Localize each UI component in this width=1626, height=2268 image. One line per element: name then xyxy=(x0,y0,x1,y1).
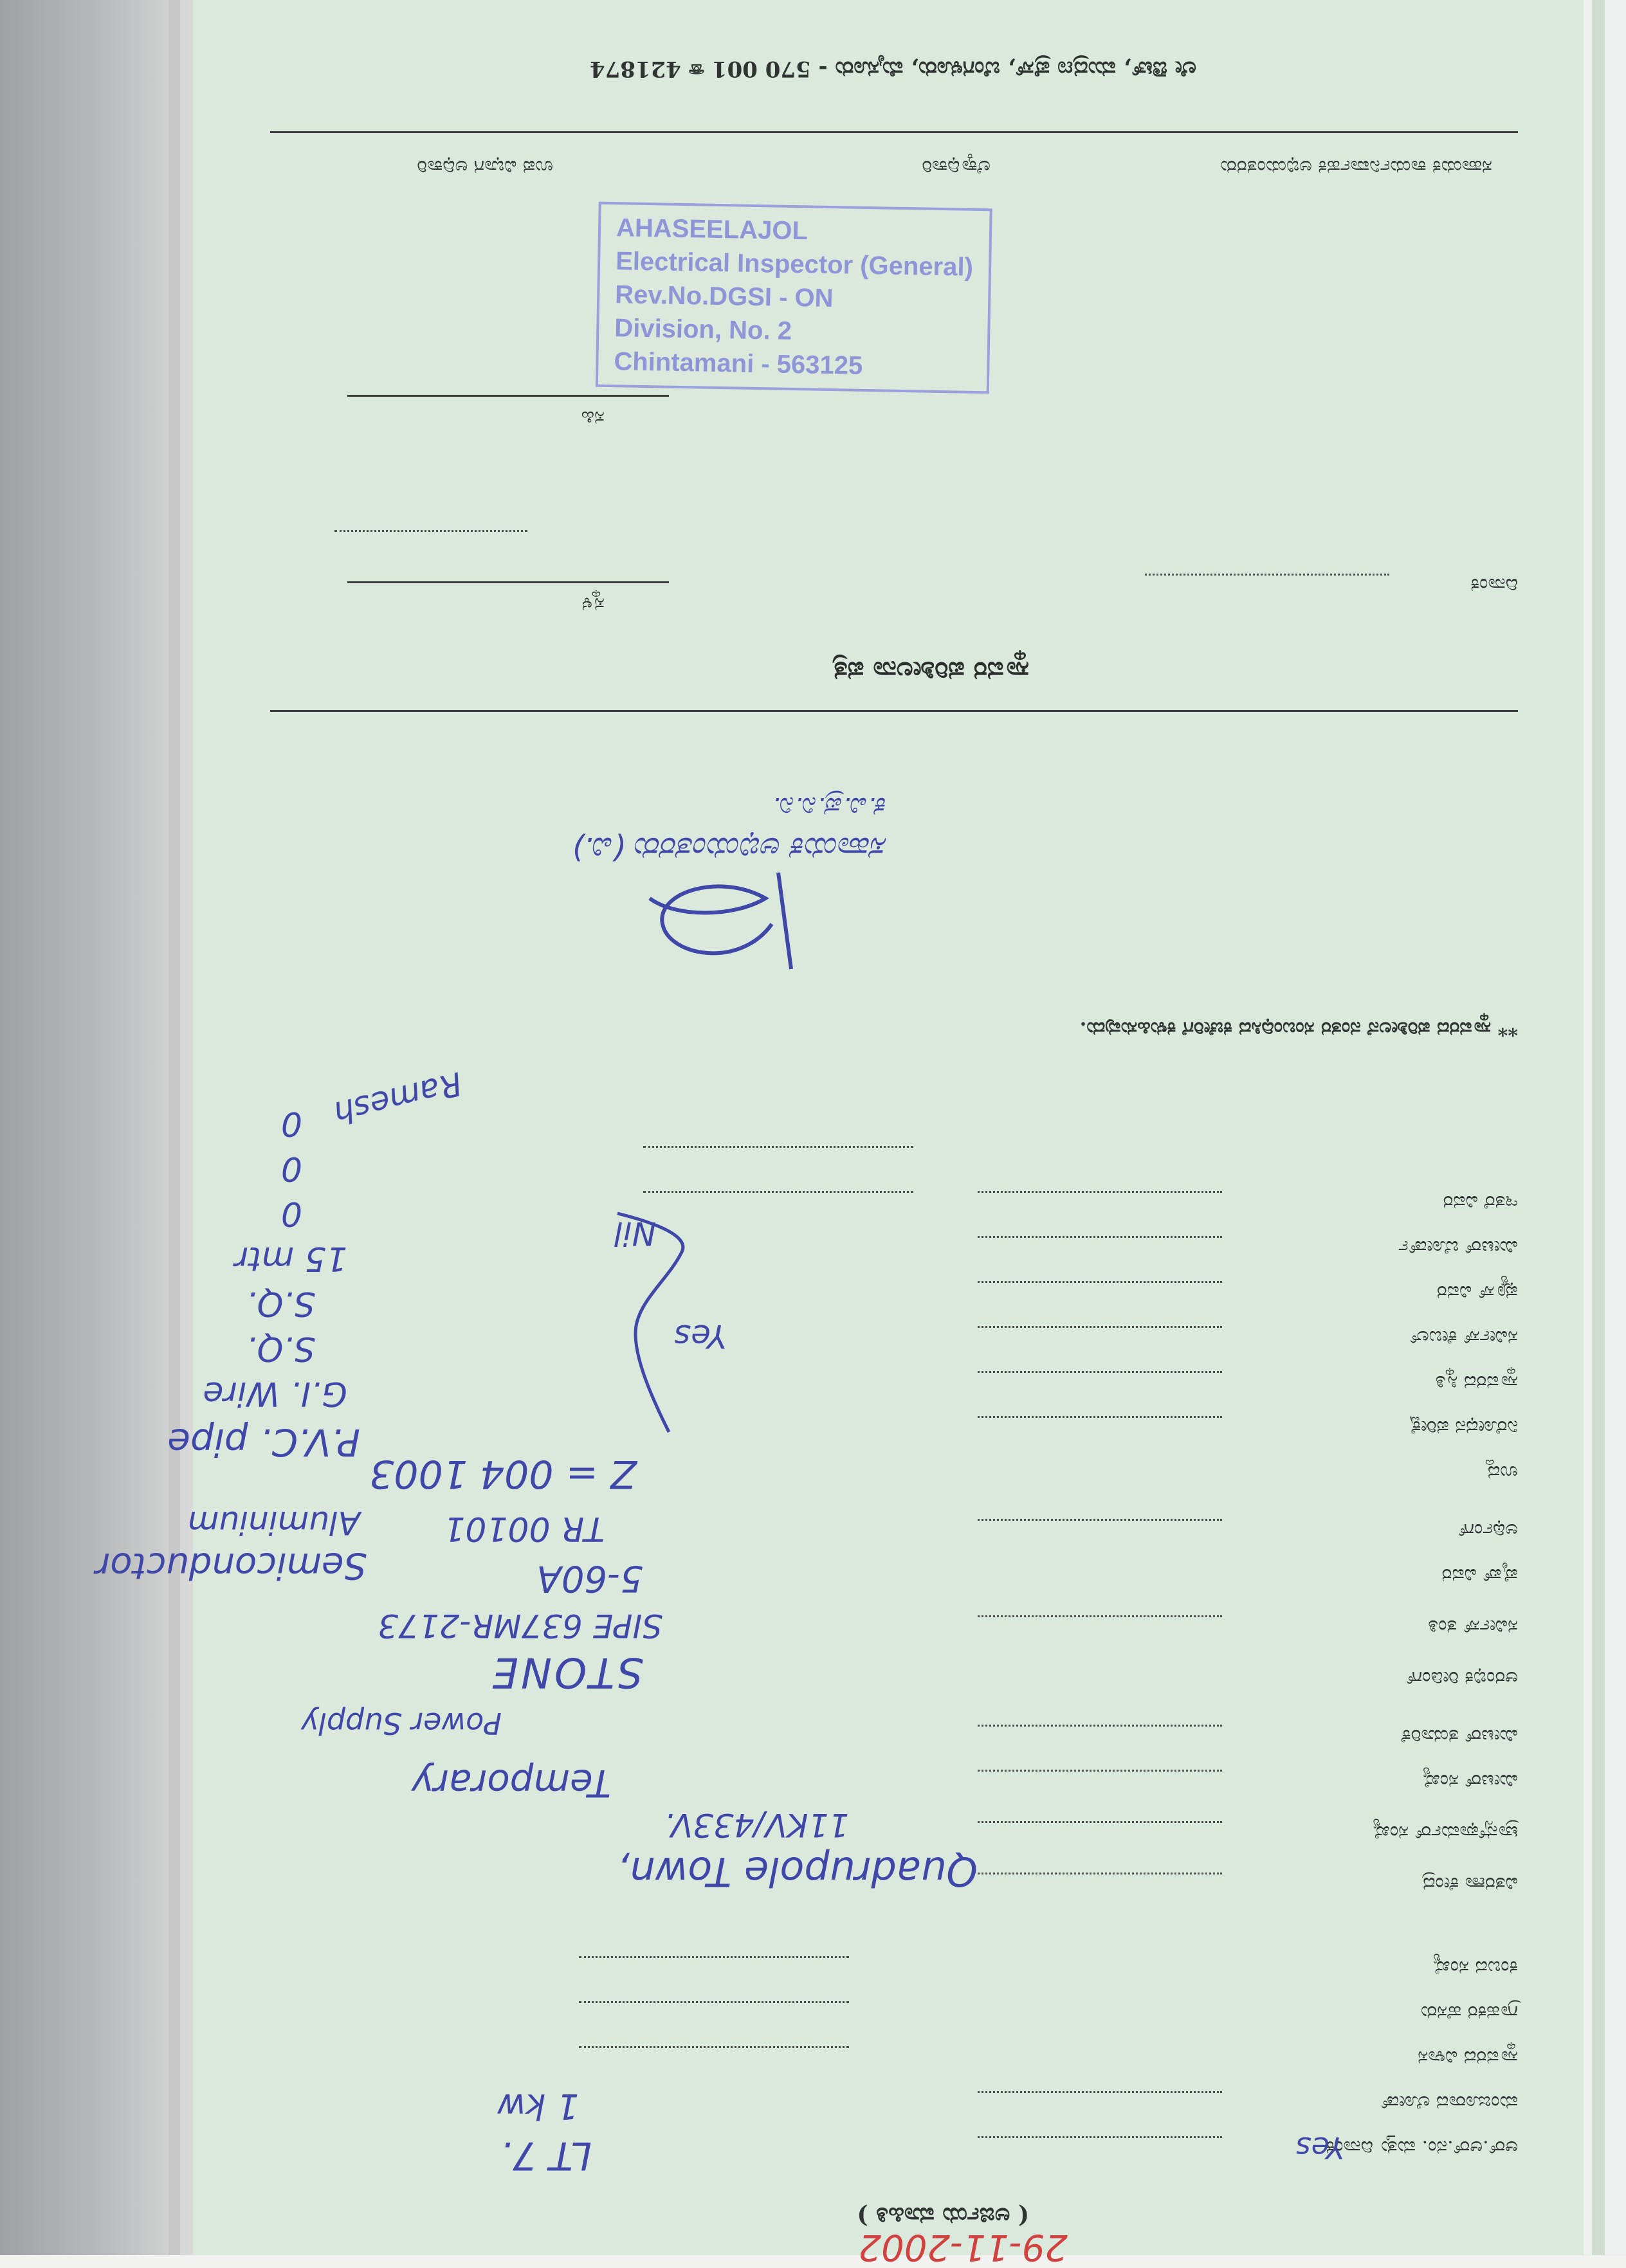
certificate-title: ಸ್ಥಾವರ ಪರಿಶೀಲನಾ ಪತ್ರ xyxy=(832,656,1029,686)
field-dots xyxy=(978,1236,1222,1238)
handwritten-length: 15 mtr xyxy=(234,1239,347,1278)
form-content xyxy=(95,0,1557,2268)
publisher-address: ಲೇ ಔಟ್, ಮುದ್ರಣ ಪ್ರೆಸ್, ಬೆಂಗಳೂರು, ಮೈಸೂರು - 570 001 ☏ 421874 xyxy=(589,56,1196,82)
field-label: ಉದ್ದ xyxy=(1486,1461,1518,1483)
footer-divider xyxy=(270,131,1518,133)
declaration-note: ** ಸ್ಥಾವರದ ಪರಿಶೀಲನೆ ನಂತರ ಸಂಬಂಧಿಸಿದ ಕಚೇರಿಗೆ ಕಳುಹಿಸುವುದು. xyxy=(1079,1017,1518,1040)
official-stamp xyxy=(596,202,992,394)
handwritten-sq-2: S.Q. xyxy=(246,1284,315,1323)
field-dots xyxy=(978,2091,1222,2093)
handwritten-stone: STONE xyxy=(489,1648,643,1696)
date-label: ದಿನಾಂಕ xyxy=(1470,574,1518,596)
field-label: ಮೀಟರ್ ಬೋರ್ಡ್ xyxy=(1398,1236,1518,1258)
field-label: ಆರಂಭಿಕ ರೀಡಿಂಗ್ xyxy=(1405,1667,1518,1689)
field-dots xyxy=(978,1725,1222,1727)
field-label: ಆರ್.ಆರ್.ನಂ. ಮತ್ತು ದಿನಾಂಕ xyxy=(1326,2136,1518,2159)
field-label: ಪೈಪ್ ವಿವರ xyxy=(1441,1564,1518,1586)
stamp-line: Division, No. 2 xyxy=(614,314,792,345)
officer-designation: ಸಹಾಯಕ ಅಭಿಯಂತರರು (ವಿ.) xyxy=(572,830,888,866)
officer-unit: ಕ.ವಿ.ಪ್ರ.ನಿ.ನಿ. xyxy=(772,792,888,821)
handwritten-yes-2: Yes xyxy=(674,1318,727,1355)
field-dots xyxy=(978,1371,1222,1373)
handwritten-date: 29-11-2002 xyxy=(858,2226,1068,2268)
field-label: ಕಂಬದ ಸಂಖ್ಯೆ xyxy=(1432,1956,1518,1979)
field-dots xyxy=(978,1281,1222,1283)
field-label: ಸರ್ವೀಸ್ ತಂತಿ xyxy=(1428,1615,1518,1638)
field-label: ಮಂಜೂರಾದ ಲೋಡ್ xyxy=(1380,2091,1518,2114)
field-dots xyxy=(978,2136,1222,2138)
footer-col1: ಸಹಾಯಕ ಕಾರ್ಯನಿರ್ವಾಹಕ ಅಭಿಯಂತರರು xyxy=(1220,156,1492,178)
handwritten-nil: Nil xyxy=(614,1215,656,1252)
field-label: ಗ್ರಾಹಕರ ಹೆಸರು xyxy=(1420,2001,1518,2024)
handwritten-address-2: 11KV/433V. xyxy=(664,1806,849,1844)
handwritten-aluminium: Aluminium xyxy=(187,1504,360,1541)
handwritten-meter-no: 5-60A xyxy=(536,1557,643,1599)
officer-signature-icon xyxy=(624,853,817,995)
handwritten-zero-3: 0 xyxy=(280,1104,302,1143)
field-dots xyxy=(643,1146,913,1148)
handwritten-zero-1: 0 xyxy=(280,1194,302,1233)
date-dots xyxy=(1145,574,1389,576)
signed-label: ಸಹಿ xyxy=(581,406,605,429)
handwritten-load: 1 kw xyxy=(497,2086,579,2127)
field-label: ನಿರೋಧನ ಪರೀಕ್ಷೆ xyxy=(1408,1416,1518,1438)
handwritten-category: Temporary xyxy=(411,1761,611,1805)
field-label: ವಿತರಣಾ ಕೇಂದ್ರ xyxy=(1421,1873,1518,1895)
handwritten-reading: Z = 004 1003 xyxy=(369,1451,637,1496)
handwritten-power-supply: Power Supply xyxy=(300,1706,502,1741)
scan-fold-line xyxy=(169,0,180,2255)
field-label: ಇತರೆ ವಿವರ xyxy=(1443,1191,1518,1213)
field-label: ಸ್ಥಾವರದ ವಿಳಾಸ xyxy=(1418,2046,1518,2069)
handwritten-tr-number: TR 00101 xyxy=(444,1509,605,1548)
field-dots xyxy=(579,1956,849,1958)
field-label: ಟ್ರಾನ್ಸ್‌ಫಾರ್ಮರ್ ಸಂಖ್ಯೆ xyxy=(1372,1821,1518,1844)
handwritten-sq-1: S.Q. xyxy=(246,1329,315,1368)
stamp-line: Rev.No.DGSI - ON xyxy=(614,280,834,313)
field-dots xyxy=(978,1770,1222,1772)
field-dots xyxy=(978,1519,1222,1521)
field-dots xyxy=(978,1615,1222,1617)
field-dots xyxy=(579,2001,849,2003)
field-label: ಸ್ಥಾವರದ ಸ್ಥಿತಿ xyxy=(1435,1371,1518,1393)
footer-col3: ಉಪ ವಿಭಾಗ ಅಧಿಕಾರಿ xyxy=(417,156,553,178)
handwritten-gi-wire: G.I. Wire xyxy=(203,1374,347,1413)
field-label: ಮೀಟರ್ ಸಂಖ್ಯೆ xyxy=(1422,1770,1518,1792)
field-label: ಫ್ಯೂಸ್ ವಿವರ xyxy=(1436,1281,1518,1303)
sheet-right-edge xyxy=(1584,0,1626,2255)
field-label: ಅರ್ಥಿಂಗ್ xyxy=(1457,1519,1518,1541)
field-dots xyxy=(978,1873,1222,1874)
handwritten-yes: Yes xyxy=(1295,2130,1344,2165)
handwritten-applicant-id: LT 7. xyxy=(500,2133,592,2178)
field-dots xyxy=(978,1416,1222,1418)
handwritten-pvc-pipe: P.V.C. pipe xyxy=(167,1420,360,1464)
field-dots xyxy=(643,1191,913,1193)
scan-left-margin xyxy=(0,0,193,2255)
form-heading: ( ಅರ್ಜಿಯ ಮಾಹಿತಿ ) xyxy=(857,2202,1029,2229)
stamp-line: AHASEELAJOL xyxy=(616,213,808,246)
signature-rule xyxy=(347,395,669,397)
field-dots xyxy=(978,1191,1222,1193)
place-label: ಸ್ಥಳ xyxy=(581,593,605,615)
place-rule xyxy=(347,581,669,583)
handwritten-meter-make: Semiconductor xyxy=(95,1545,367,1586)
stamp-line: Electrical Inspector (General) xyxy=(615,247,974,282)
handwritten-address-1: Quadrupole Town, xyxy=(617,1848,978,1895)
handwritten-zero-2: 0 xyxy=(280,1149,302,1188)
field-label: ಮೀಟರ್ ತಯಾರಿಕೆ xyxy=(1401,1725,1518,1747)
handwritten-rr-number: SIPE 637MR-2173 xyxy=(378,1607,662,1644)
place-dots xyxy=(334,530,527,532)
sheet-right-strip xyxy=(1592,0,1605,2255)
field-label: ಸರ್ವೀಸ್ ಕೇಬಲ್ xyxy=(1410,1326,1518,1348)
section-divider xyxy=(270,710,1518,712)
field-dots xyxy=(978,1326,1222,1328)
field-dots xyxy=(978,1821,1222,1823)
stamp-line: Chintamani - 563125 xyxy=(614,347,863,380)
handwritten-signature: Ramesh xyxy=(330,1064,466,1132)
field-dots xyxy=(579,2046,849,2048)
footer-col2: ಲೆಕ್ಕಾಧಿಕಾರಿ xyxy=(922,156,991,178)
